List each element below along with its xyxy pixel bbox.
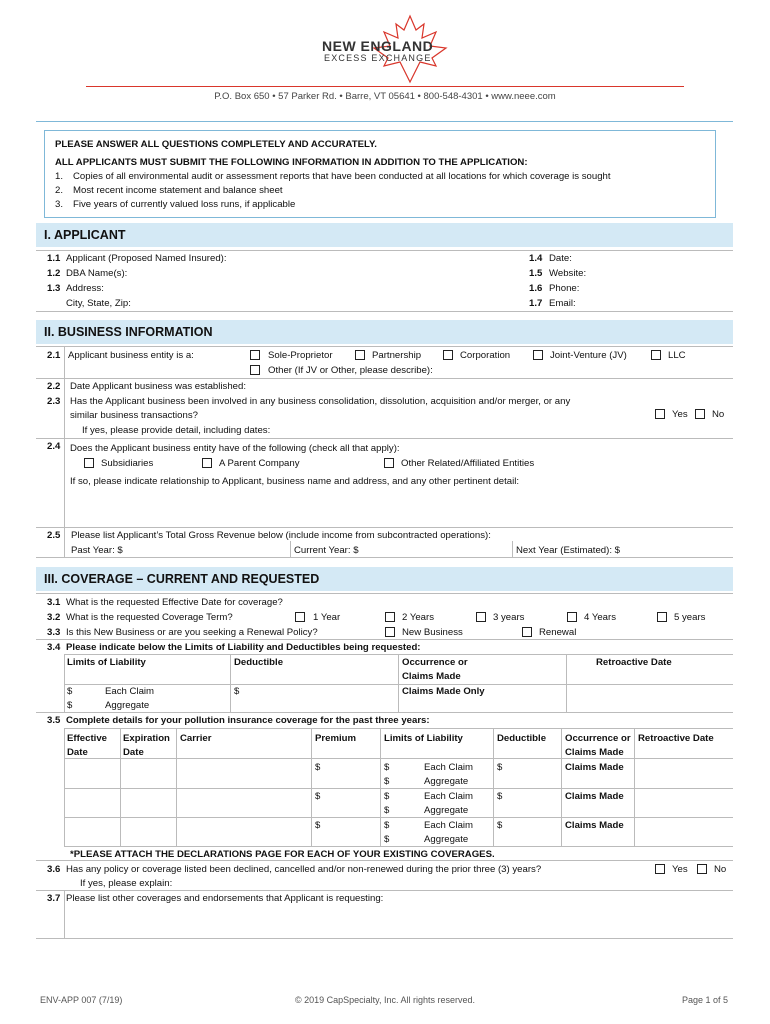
table-cell: Each Claim bbox=[424, 762, 474, 773]
table-cell: Aggregate bbox=[424, 776, 469, 787]
each-claim-label: Each Claim bbox=[105, 686, 155, 697]
rule bbox=[36, 438, 733, 439]
table-cell: $ bbox=[384, 776, 390, 787]
q-num: 1.1 bbox=[47, 253, 61, 264]
notice-line-2: ALL APPLICANTS MUST SUBMIT THE FOLLOWING INFORMATION IN ADDITION TO THE APPLICATION: bbox=[55, 157, 528, 168]
section-coverage bbox=[36, 567, 733, 591]
llc-checkbox[interactable] bbox=[651, 350, 661, 360]
section-business bbox=[36, 320, 733, 344]
rule bbox=[398, 654, 399, 712]
past-coverage-label: Complete details for your pollution insurance coverage for the past three years: bbox=[66, 715, 430, 726]
rule bbox=[64, 684, 733, 685]
declined-no-checkbox[interactable] bbox=[697, 864, 707, 874]
q-num: 3.2 bbox=[47, 612, 61, 623]
other-related-checkbox[interactable] bbox=[384, 458, 394, 468]
option-label: A Parent Company bbox=[219, 458, 300, 469]
sole-proprietor-checkbox[interactable] bbox=[250, 350, 260, 360]
section-title: III. COVERAGE – CURRENT AND REQUESTED bbox=[44, 572, 320, 586]
rule bbox=[36, 527, 733, 528]
yes-label: Yes bbox=[672, 864, 688, 875]
rule bbox=[380, 728, 381, 846]
yes-label: Yes bbox=[672, 409, 688, 420]
notice-item: Most recent income statement and balance sheet bbox=[73, 185, 283, 196]
option-label: LLC bbox=[668, 350, 686, 361]
col-retroactive: Retroactive Date bbox=[638, 733, 714, 744]
rule bbox=[64, 788, 733, 789]
col-limits: Limits of Liability bbox=[384, 733, 463, 744]
option-label: Other Related/Affiliated Entities bbox=[401, 458, 535, 469]
term-3-years-checkbox[interactable] bbox=[476, 612, 486, 622]
option-label: Other (If JV or Other, please describe): bbox=[268, 365, 433, 376]
other-coverages-label: Please list other coverages and endorsements that Applicant is requesting: bbox=[66, 893, 384, 904]
table-cell: $ bbox=[384, 805, 390, 816]
rule bbox=[36, 378, 733, 379]
col-premium: Premium bbox=[315, 733, 357, 744]
rule bbox=[512, 541, 513, 557]
new-or-renewal-label: Is this New Business or are you seeking a Renewal Policy? bbox=[66, 627, 318, 638]
rule bbox=[36, 346, 733, 347]
col-carrier: Carrier bbox=[180, 733, 212, 744]
rule bbox=[36, 557, 733, 558]
renewal-checkbox[interactable] bbox=[522, 627, 532, 637]
rule bbox=[36, 890, 733, 891]
aggregate-label: Aggregate bbox=[105, 700, 150, 711]
date-established-label: Date Applicant business was established: bbox=[70, 381, 246, 392]
partnership-checkbox[interactable] bbox=[355, 350, 365, 360]
option-label: 4 Years bbox=[584, 612, 617, 623]
notice-item: Five years of currently valued loss runs, if applicable bbox=[73, 199, 296, 210]
header-divider bbox=[36, 121, 733, 122]
option-label: 3 years bbox=[493, 612, 525, 623]
table-cell: Each Claim bbox=[424, 791, 474, 802]
address-label: Address: bbox=[66, 283, 104, 294]
dollar-sign: $ bbox=[234, 686, 240, 697]
dollar-sign: $ bbox=[67, 686, 73, 697]
notice-line-1: PLEASE ANSWER ALL QUESTIONS COMPLETELY AND ACCURATELY. bbox=[55, 139, 377, 150]
logo-line-2: EXCESS EXCHANGE bbox=[324, 53, 432, 63]
table-cell: Claims Made bbox=[565, 762, 624, 773]
col-expiration-date: Date bbox=[123, 747, 144, 758]
rule bbox=[36, 593, 733, 594]
subsidiaries-checkbox[interactable] bbox=[84, 458, 94, 468]
no-label: No bbox=[714, 864, 727, 875]
logo-line-1: NEW ENGLAND bbox=[322, 38, 434, 54]
option-label: New Business bbox=[402, 627, 463, 638]
rule bbox=[634, 728, 635, 846]
city-state-zip-label: City, State, Zip: bbox=[66, 298, 131, 309]
gross-revenue-label: Please list Applicant’s Total Gross Revenue below (include income from subcontracted operations): bbox=[71, 530, 491, 541]
form-number: ENV-APP 007 (7/19) bbox=[40, 995, 123, 1005]
q-num: 3.6 bbox=[47, 864, 61, 875]
corporation-checkbox[interactable] bbox=[443, 350, 453, 360]
page-number: Page 1 of 5 bbox=[682, 995, 729, 1005]
declined-yes-checkbox[interactable] bbox=[655, 864, 665, 874]
col-expiration: Expiration bbox=[123, 733, 170, 744]
consolidation-label: Has the Applicant business been involved in any business consolidation, dissolution, acquisition and/or merger, or any bbox=[70, 396, 571, 407]
option-label: 5 years bbox=[674, 612, 706, 623]
entity-label: Applicant business entity is a: bbox=[68, 350, 194, 361]
col-effective: Effective bbox=[67, 733, 107, 744]
table-cell: $ bbox=[497, 791, 503, 802]
q-num: 2.3 bbox=[47, 396, 61, 407]
consolidation-yes-checkbox[interactable] bbox=[655, 409, 665, 419]
current-year-label: Current Year: $ bbox=[294, 545, 359, 556]
option-label: 2 Years bbox=[402, 612, 435, 623]
applicant-name-label: Applicant (Proposed Named Insured): bbox=[66, 253, 227, 264]
rule bbox=[64, 846, 733, 847]
table-cell: $ bbox=[315, 762, 321, 773]
rule bbox=[64, 654, 65, 712]
q-num: 2.1 bbox=[47, 350, 61, 361]
website-label: Website: bbox=[549, 268, 587, 279]
col-effective-date: Date bbox=[67, 747, 88, 758]
notice-item-num: 3. bbox=[55, 199, 64, 210]
table-cell: $ bbox=[315, 820, 321, 831]
other-entity-checkbox[interactable] bbox=[250, 365, 260, 375]
rule bbox=[36, 860, 733, 861]
term-4-years-checkbox[interactable] bbox=[567, 612, 577, 622]
col-deductible: Deductible bbox=[234, 657, 284, 668]
col-claims-made: Claims Made bbox=[402, 671, 461, 682]
q-num: 1.5 bbox=[529, 268, 543, 279]
option-label: 1 Year bbox=[313, 612, 341, 623]
table-cell: Claims Made bbox=[565, 820, 624, 831]
joint-venture-checkbox[interactable] bbox=[533, 350, 543, 360]
dba-label: DBA Name(s): bbox=[66, 268, 128, 279]
col-claims-made-only: Claims Made Only bbox=[402, 686, 485, 697]
table-cell: Each Claim bbox=[424, 820, 474, 831]
section-applicant bbox=[36, 223, 733, 247]
q-num: 1.4 bbox=[529, 253, 543, 264]
option-label: Subsidiaries bbox=[101, 458, 154, 469]
table-cell: Aggregate bbox=[424, 834, 469, 845]
notice-item: Copies of all environmental audit or assessment reports that have been conducted at all locations for which coverage is sought bbox=[73, 171, 611, 182]
declined-explain-label: If yes, please explain: bbox=[80, 878, 173, 889]
relationship-detail-label: If so, please indicate relationship to Applicant, business name and address, and any other pertinent detail: bbox=[70, 476, 520, 487]
rule bbox=[36, 712, 733, 713]
q-num: 1.2 bbox=[47, 268, 61, 279]
col-claims-made: Claims Made bbox=[565, 747, 624, 758]
rule bbox=[64, 817, 733, 818]
rule bbox=[64, 346, 65, 557]
q-num: 2.2 bbox=[47, 381, 61, 392]
table-cell: $ bbox=[384, 834, 390, 845]
rule bbox=[566, 654, 567, 712]
term-2-years-checkbox[interactable] bbox=[385, 612, 395, 622]
col-deductible: Deductible bbox=[497, 733, 547, 744]
next-year-label: Next Year (Estimated): $ bbox=[516, 545, 620, 556]
rule bbox=[64, 758, 733, 759]
q-num: 3.1 bbox=[47, 597, 61, 608]
coverage-term-label: What is the requested Coverage Term? bbox=[66, 612, 233, 623]
rule bbox=[493, 728, 494, 846]
rule bbox=[36, 311, 733, 312]
past-year-label: Past Year: $ bbox=[71, 545, 123, 556]
notice-item-num: 2. bbox=[55, 185, 64, 196]
rule bbox=[36, 938, 733, 939]
rule bbox=[230, 654, 231, 712]
rule bbox=[64, 728, 733, 729]
related-entities-label: Does the Applicant business entity have of the following (check all that apply): bbox=[70, 443, 400, 454]
declined-label: Has any policy or coverage listed been declined, cancelled and/or non-renewed during the prior three (3) years? bbox=[66, 864, 542, 875]
no-label: No bbox=[712, 409, 725, 420]
table-cell: $ bbox=[384, 791, 390, 802]
col-occurrence: Occurrence or bbox=[402, 657, 468, 668]
dollar-sign: $ bbox=[67, 700, 73, 711]
consolidation-no-checkbox[interactable] bbox=[695, 409, 705, 419]
col-occurrence: Occurrence or bbox=[565, 733, 631, 744]
rule bbox=[64, 890, 65, 938]
term-1-year-checkbox[interactable] bbox=[295, 612, 305, 622]
q-num: 3.4 bbox=[47, 642, 61, 653]
table-cell: $ bbox=[497, 762, 503, 773]
col-retroactive: Retroactive Date bbox=[596, 657, 672, 668]
q-num: 2.5 bbox=[47, 530, 61, 541]
option-label: Sole-Proprietor bbox=[268, 350, 333, 361]
rule bbox=[290, 541, 291, 557]
q-num: 1.3 bbox=[47, 283, 61, 294]
q-num: 3.3 bbox=[47, 627, 61, 638]
rule bbox=[36, 639, 733, 640]
limits-requested-label: Please indicate below the Limits of Liability and Deductibles being requested: bbox=[66, 642, 421, 653]
table-cell: $ bbox=[315, 791, 321, 802]
option-label: Corporation bbox=[460, 350, 511, 361]
table-cell: $ bbox=[384, 820, 390, 831]
rule bbox=[36, 250, 733, 251]
header-rule bbox=[86, 86, 684, 87]
email-label: Email: bbox=[549, 298, 576, 309]
date-label: Date: bbox=[549, 253, 572, 264]
rule bbox=[176, 728, 177, 846]
parent-company-checkbox[interactable] bbox=[202, 458, 212, 468]
q-num: 1.6 bbox=[529, 283, 543, 294]
term-5-years-checkbox[interactable] bbox=[657, 612, 667, 622]
table-cell: Claims Made bbox=[565, 791, 624, 802]
col-limits: Limits of Liability bbox=[67, 657, 146, 668]
new-business-checkbox[interactable] bbox=[385, 627, 395, 637]
rule bbox=[561, 728, 562, 846]
q-num: 3.5 bbox=[47, 715, 61, 726]
header-address: P.O. Box 650 • 57 Parker Rd. • Barre, VT 05641 • 800-548-4301 • www.neee.com bbox=[214, 91, 556, 102]
q-num: 2.4 bbox=[47, 441, 61, 452]
notice-item-num: 1. bbox=[55, 171, 64, 182]
option-label: Partnership bbox=[372, 350, 422, 361]
declarations-note: *PLEASE ATTACH THE DECLARATIONS PAGE FOR EACH OF YOUR EXISTING COVERAGES. bbox=[70, 849, 495, 860]
rule bbox=[120, 728, 121, 846]
phone-label: Phone: bbox=[549, 283, 580, 294]
option-label: Renewal bbox=[539, 627, 577, 638]
rule bbox=[64, 728, 65, 846]
effective-date-label: What is the requested Effective Date for coverage? bbox=[66, 597, 283, 608]
consolidation-label-2: similar business transactions? bbox=[70, 410, 198, 421]
copyright: © 2019 CapSpecialty, Inc. All rights reserved. bbox=[294, 995, 476, 1005]
section-title: I. APPLICANT bbox=[44, 228, 126, 242]
section-title: II. BUSINESS INFORMATION bbox=[44, 325, 213, 339]
table-cell: $ bbox=[497, 820, 503, 831]
table-cell: $ bbox=[384, 762, 390, 773]
rule bbox=[311, 728, 312, 846]
table-cell: Aggregate bbox=[424, 805, 469, 816]
q-num: 1.7 bbox=[529, 298, 543, 309]
q-num: 3.7 bbox=[47, 893, 61, 904]
option-label: Joint-Venture (JV) bbox=[550, 350, 627, 361]
consolidation-detail-label: If yes, please provide detail, including dates: bbox=[82, 425, 271, 436]
